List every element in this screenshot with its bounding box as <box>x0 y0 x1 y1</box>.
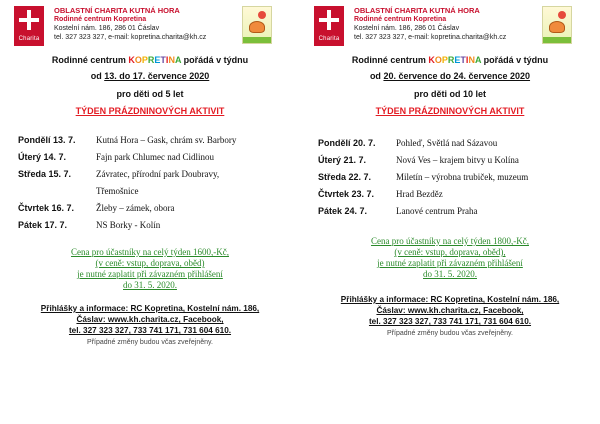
charita-logo: Charita <box>14 6 44 46</box>
week-title: TÝDEN PRÁZDNINOVÝCH AKTIVIT <box>375 106 525 116</box>
org-contact: tel. 327 323 327, e-mail: kopretina.charita@kh.cz <box>354 34 507 41</box>
snail-picture <box>242 6 272 44</box>
header <box>314 6 572 50</box>
org-info <box>354 6 506 42</box>
note: Případné změny budou včas zveřejněny. <box>87 339 213 346</box>
week-title: TÝDEN PRÁZDNINOVÝCH AKTIVIT <box>75 106 225 116</box>
org-name: OBLASTNÍ CHARITA KUTNÁ HORA <box>354 6 480 15</box>
org-sub: Rodinné centrum Kopretina <box>354 16 447 23</box>
org-sub: Rodinné centrum Kopretina <box>54 16 147 23</box>
schedule-row: Pondělí 20. 7. Pohleď, Světlá nad Sázavou <box>318 138 498 148</box>
schedule-row: Pondělí 13. 7. Kutná Hora – Gask, chrám sv. Barbory <box>18 135 237 145</box>
header <box>14 6 272 50</box>
price-info: Cena pro účastníky na celý týden 1800,-Kč, (v ceně: vstup, doprava, oběd), je nutné zaplatit při závazném přihlášení do 31. 5. 2020. <box>371 236 529 279</box>
org-contact: tel. 327 323 327, e-mail: kopretina.charita@kh.cz <box>54 34 207 41</box>
cross-icon <box>19 10 39 30</box>
org-name: OBLASTNÍ CHARITA KUTNÁ HORA <box>54 6 180 15</box>
schedule-row: Pátek 17. 7. NS Borky - Kolín <box>18 220 161 230</box>
dates: od 13. do 17. července 2020 <box>90 71 210 81</box>
snail-picture <box>542 6 572 44</box>
schedule-row: Středa 15. 7. Závratec, přírodní park Doubravy, Třemošnice <box>18 169 220 196</box>
price-info: Cena pro účastníky na celý týden 1600,-Kč, (v ceně: vstup, doprava, oběd) je nutné zaplatit při závazném přihlášení do 31. 5. 2020. <box>71 247 229 290</box>
org-address: Kostelní nám. 186, 286 01 Čáslav <box>54 25 160 32</box>
title: Rodinné centrum KOPRETINA pořádá v týdnu <box>351 55 549 65</box>
schedule-row: Čtvrtek 23. 7. Hrad Bezděz <box>318 189 443 199</box>
schedule-row: Středa 22. 7. Miletín – výrobna trubiček, muzeum <box>318 172 529 182</box>
note: Případné změny budou včas zveřejněny. <box>387 330 513 337</box>
cross-icon <box>319 10 339 30</box>
org-address: Kostelní nám. 186, 286 01 Čáslav <box>354 25 460 32</box>
org-info <box>54 6 206 42</box>
title: Rodinné centrum KOPRETINA pořádá v týdnu <box>51 55 249 65</box>
charita-logo: Charita <box>314 6 344 46</box>
age: pro děti od 5 let <box>116 89 184 99</box>
dates: od 20. července do 24. července 2020 <box>369 71 531 81</box>
contact-info: Přihlášky a informace: RC Kopretina, Kostelní nám. 186, Čáslav: www.kh.charita.cz, Facebook, tel. 327 323 327, 733 741 171, 731 604 610. <box>340 295 560 326</box>
schedule-row: Čtvrtek 16. 7. Žleby – zámek, obora <box>18 203 175 213</box>
schedule <box>318 138 588 223</box>
schedule <box>18 135 288 237</box>
schedule-row: Úterý 21. 7. Nová Ves – krajem bitvy u Kolína <box>318 155 519 165</box>
schedule-row: Pátek 24. 7. Lanové centrum Praha <box>318 206 478 216</box>
contact-info: Přihlášky a informace: RC Kopretina, Kostelní nám. 186, Čáslav: www.kh.charita.cz, Facebook, tel. 327 323 327, 733 741 171, 731 604 610. <box>40 304 260 335</box>
age: pro děti od 10 let <box>413 89 486 99</box>
schedule-row: Úterý 14. 7. Fajn park Chlumec nad Cidlinou <box>18 152 214 162</box>
flyer-right <box>300 0 600 424</box>
